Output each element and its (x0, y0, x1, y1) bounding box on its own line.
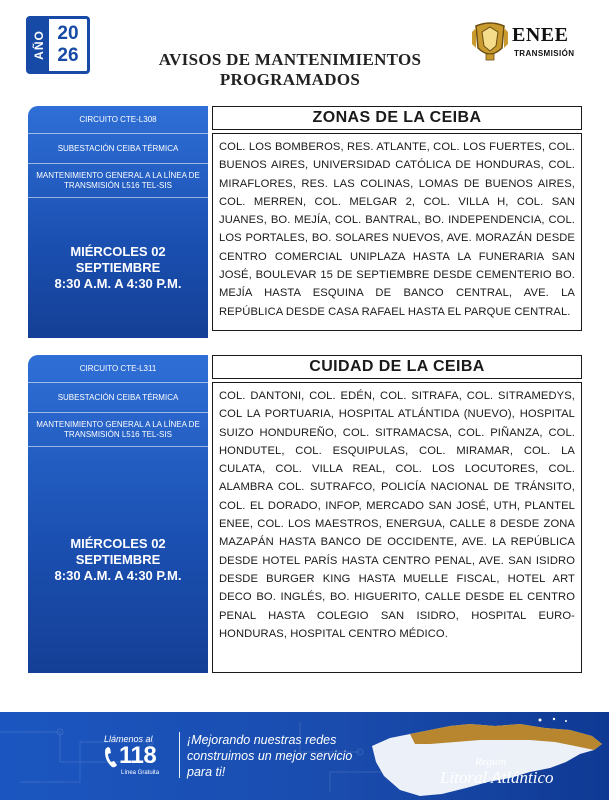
zone-title: CUIDAD DE LA CEIBA (212, 355, 582, 379)
page-title (130, 50, 450, 90)
call-subtitle: Línea Gratuita (121, 770, 160, 776)
zone-list: COL. DANTONI, COL. EDÉN, COL. SITRAFA, COL. SITRAMEDYS, COL LA PORTUARIA, HOSPITAL ATLÁNTIDA (NUEVO), HOSPITAL SUIZO HONDUREÑO, COL. SITRAMACSA, COL. PIÑANZA, COL. HONDUTEL, COL. ESQUIPULAS, COL. MIRAMAR, COL. LA CULATA, COL. VILLA REAL, COL. LOS LOCUTORES, COL. ALAMBRA COL. SUTRAFCO, POLICÍA NACIONAL DE TRÁNSITO, COL. EL DORADO, INFOP, MERCADO SAN JOSÉ, UTH, PLANTEL ENEE, COL. LOS MAESTROS, ENERGUA, CALLE 8 DESDE ZONA MAZAPÁN HASTA BANCO DE OCCIDENTE, AVE. LA REPÚBLICA DESDE HOTEL PARÍS HASTA CENTRO PENAL, AVE. SAN ISIDRO DESDE BURGER KING HASTA MUELLE FISCAL, HOTEL ART DECO BO. INGLÉS, BO. HIGUERITO, CALLE DESDE EL CENTRO PENAL HASTA COLEGIO SAN ISIDRO, HOSPITAL EURO-HONDURAS, HOSPITAL CENTRO MÉDICO. (212, 382, 582, 673)
substation-label: SUBESTACIÓN CEIBA TÉRMICA (28, 383, 208, 413)
phone-icon (104, 746, 118, 768)
coat-of-arms-icon (470, 18, 510, 64)
year-bottom: 26 (57, 45, 79, 66)
footer-divider (179, 732, 180, 778)
slogan: ¡Mejorando nuestras redes construimos un mejor servicio para ti! (187, 733, 353, 779)
page-title-line2: PROGRAMADOS (219, 70, 361, 89)
zone-title: ZONAS DE LA CEIBA (212, 106, 582, 130)
notice-info-panel (28, 355, 208, 673)
maintenance-notice-1 (28, 106, 582, 338)
zone-panel (212, 355, 582, 673)
logo-name: ENEE (512, 24, 569, 46)
call-number: 118 (119, 742, 157, 769)
maintenance-label: MANTENIMIENTO GENERAL A LA LÍNEA DE TRANSMISIÓN L516 TEL-SIS (28, 413, 208, 447)
year-word: AÑO (32, 30, 47, 60)
year-number (49, 19, 87, 71)
substation-label: SUBESTACIÓN CEIBA TÉRMICA (28, 134, 208, 164)
region-name: Litoral Atlántico (440, 768, 554, 787)
maintenance-label: MANTENIMIENTO GENERAL A LA LÍNEA DE TRANSMISIÓN L516 TEL-SIS (28, 164, 208, 198)
maintenance-notice-2 (28, 355, 582, 673)
zone-list: COL. LOS BOMBEROS, RES. ATLANTE, COL. LOS FUERTES, COL. BUENOS AIRES, UNIVERSIDAD CATÓLICA DE HONDURAS, COL. MIRAFLORES, RES. LAS COLINAS, LOMAS DE BUENOS AIRES, COL. MERREN, COL. MELGAR 2, COL. VILLA H, COL. SAN JUANES, BO. MEJÍA, COL. BANTRAL, BO. INDEPENDENCIA, COL. LOS PORTALES, BO. SOLARES NUEVOS, AVE. MORAZÁN DESDE CENTRO COMERCIAL UNIPLAZA HASTA LA FUNERARIA SAN JOSÉ, BOULEVAR 15 DE SEPTIEMBRE DESDE CEMENTERIO BO. MEJÍA HASTA ESQUINA DE BANCO CENTRAL, AVE. LA REPÚBLICA DESDE CASA RAFAEL HASTA EL PARQUE CENTRAL. (212, 133, 582, 331)
footer-banner (0, 712, 609, 800)
year-top: 20 (57, 23, 79, 44)
year-word-strip (29, 19, 49, 71)
region-label: Región (475, 756, 507, 768)
schedule-block (28, 447, 208, 673)
circuit-label: CIRCUITO CTE-L311 (28, 355, 208, 383)
circuit-label: CIRCUITO CTE-L308 (28, 106, 208, 134)
schedule-date: MIÉRCOLES 02 SEPTIEMBRE (70, 536, 166, 567)
schedule-time: 8:30 A.M. A 4:30 P.M. (54, 276, 182, 291)
logo-subtitle: TRANSMISIÓN (514, 49, 575, 58)
zone-panel (212, 106, 582, 338)
schedule-time: 8:30 A.M. A 4:30 P.M. (54, 568, 182, 583)
schedule-date: MIÉRCOLES 02 SEPTIEMBRE (70, 244, 166, 275)
page-title-line1: AVISOS DE MANTENIMIENTOS (158, 50, 422, 69)
notice-info-panel (28, 106, 208, 338)
call-label: Llámenos al (104, 734, 153, 744)
enee-logo (470, 18, 595, 68)
schedule-block (28, 198, 208, 338)
year-badge (26, 16, 90, 74)
